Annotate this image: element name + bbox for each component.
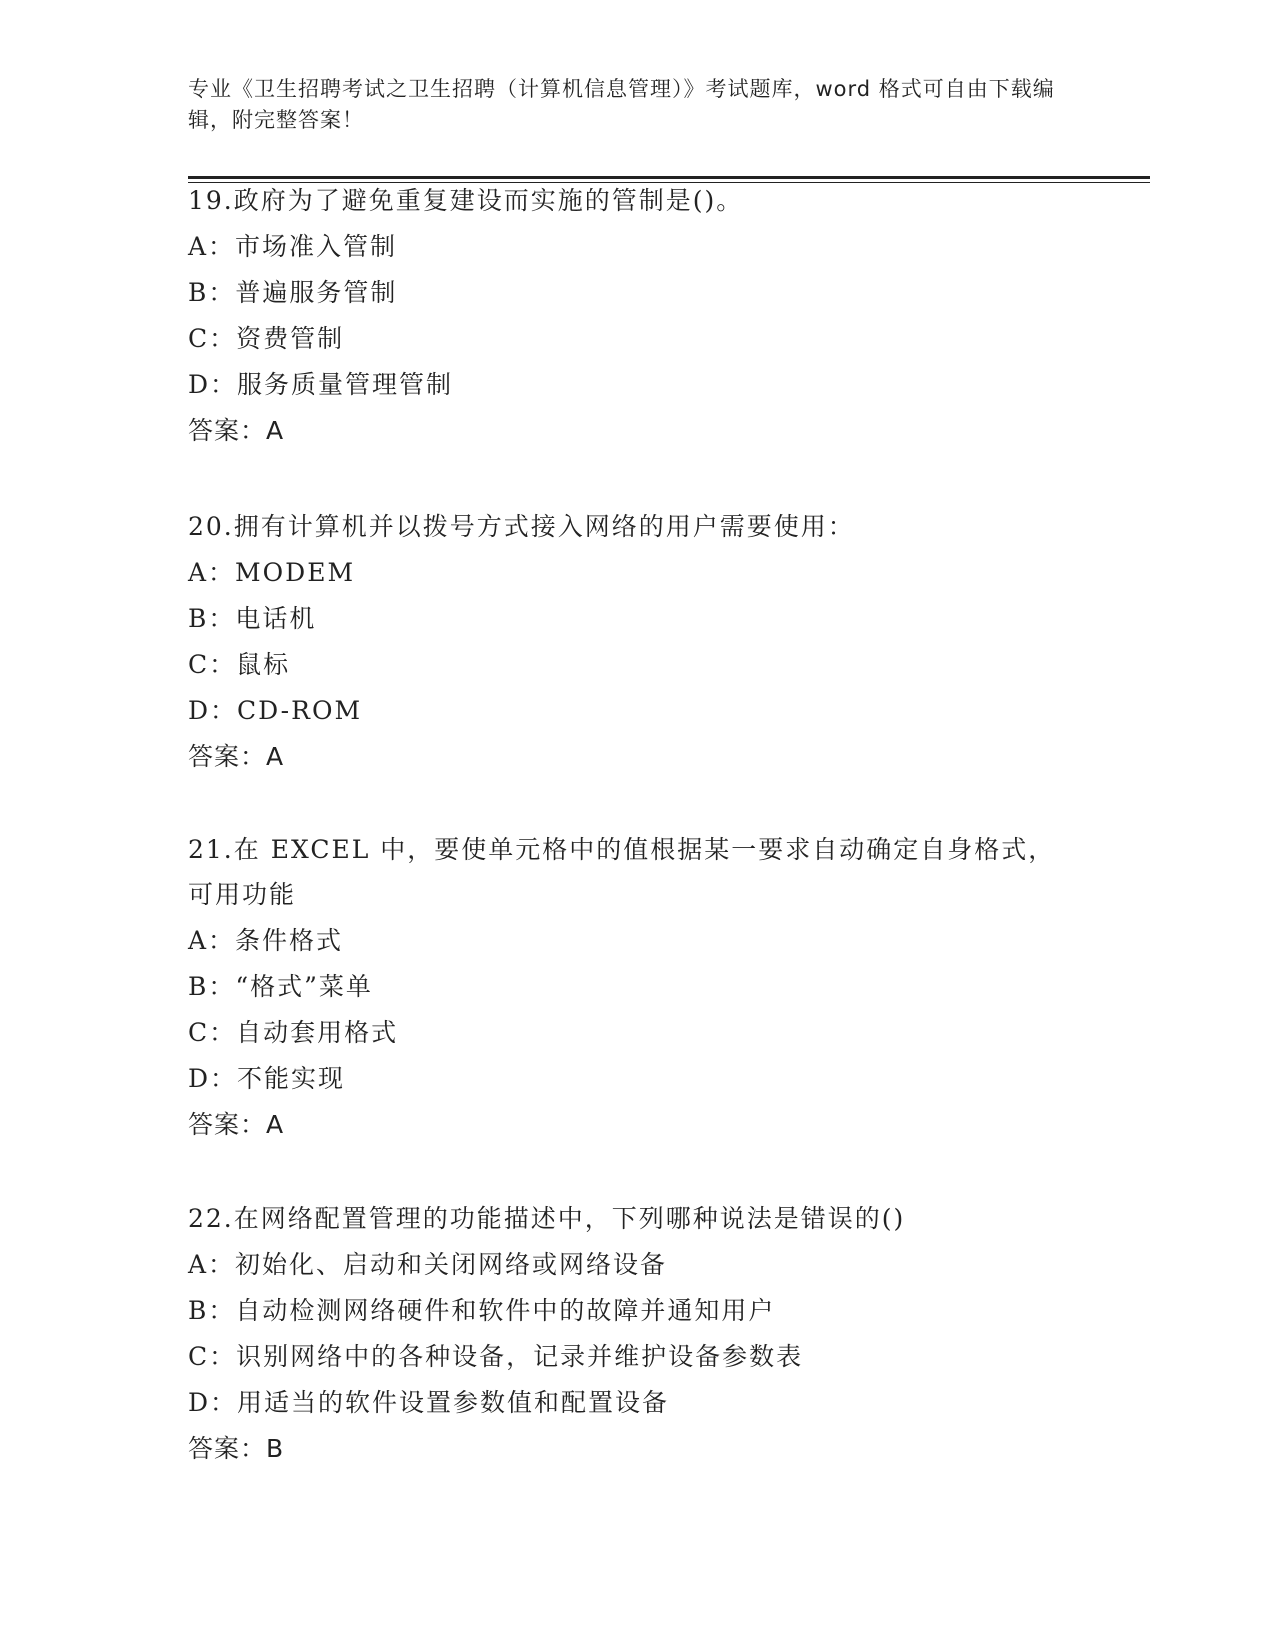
question-20	[188, 504, 1088, 780]
question-19	[188, 178, 1088, 454]
option-a: A：初始化、启动和关闭网络或网络设备	[188, 1250, 668, 1279]
option-d: D：用适当的软件设置参数值和配置设备	[188, 1388, 670, 1417]
question-stem: 22.在网络配置管理的功能描述中，下列哪种说法是错误的()	[188, 1204, 906, 1233]
question-stem: 21.在 EXCEL 中，要使单元格中的值根据某一要求自动确定自身格式，	[188, 835, 1056, 864]
answer: 答案：A	[188, 1110, 285, 1139]
question-21	[188, 828, 1088, 1148]
option-b: B：电话机	[188, 604, 317, 633]
option-d: D：不能实现	[188, 1064, 346, 1093]
question-stem-continued: 可用功能	[188, 880, 297, 909]
option-a: A：MODEM	[188, 558, 356, 587]
question-stem: 19.政府为了避免重复建设而实施的管制是()。	[188, 186, 744, 215]
answer: 答案：A	[188, 742, 285, 771]
question-stem: 20.拥有计算机并以拨号方式接入网络的用户需要使用：	[188, 512, 855, 541]
option-c: C：资费管制	[188, 324, 345, 353]
option-d: D：服务质量管理管制	[188, 370, 454, 399]
option-b: B：自动检测网络硬件和软件中的故障并通知用户	[188, 1296, 776, 1325]
document-header: 专业《卫生招聘考试之卫生招聘（计算机信息管理）》考试题库，word 格式可自由下载编辑，附完整答案！	[188, 77, 1055, 132]
option-c: C：识别网络中的各种设备，记录并维护设备参数表	[188, 1342, 804, 1371]
option-a: A：条件格式	[188, 926, 344, 955]
option-c: C：自动套用格式	[188, 1018, 399, 1047]
option-c: C：鼠标	[188, 650, 291, 679]
answer: 答案：A	[188, 416, 285, 445]
option-a: A：市场准入管制	[188, 232, 398, 261]
question-22	[188, 1196, 1088, 1472]
option-b: B：普遍服务管制	[188, 278, 398, 307]
answer: 答案：B	[188, 1434, 285, 1463]
option-b: B：“格式”菜单	[188, 972, 373, 1001]
option-d: D：CD-ROM	[188, 696, 363, 725]
